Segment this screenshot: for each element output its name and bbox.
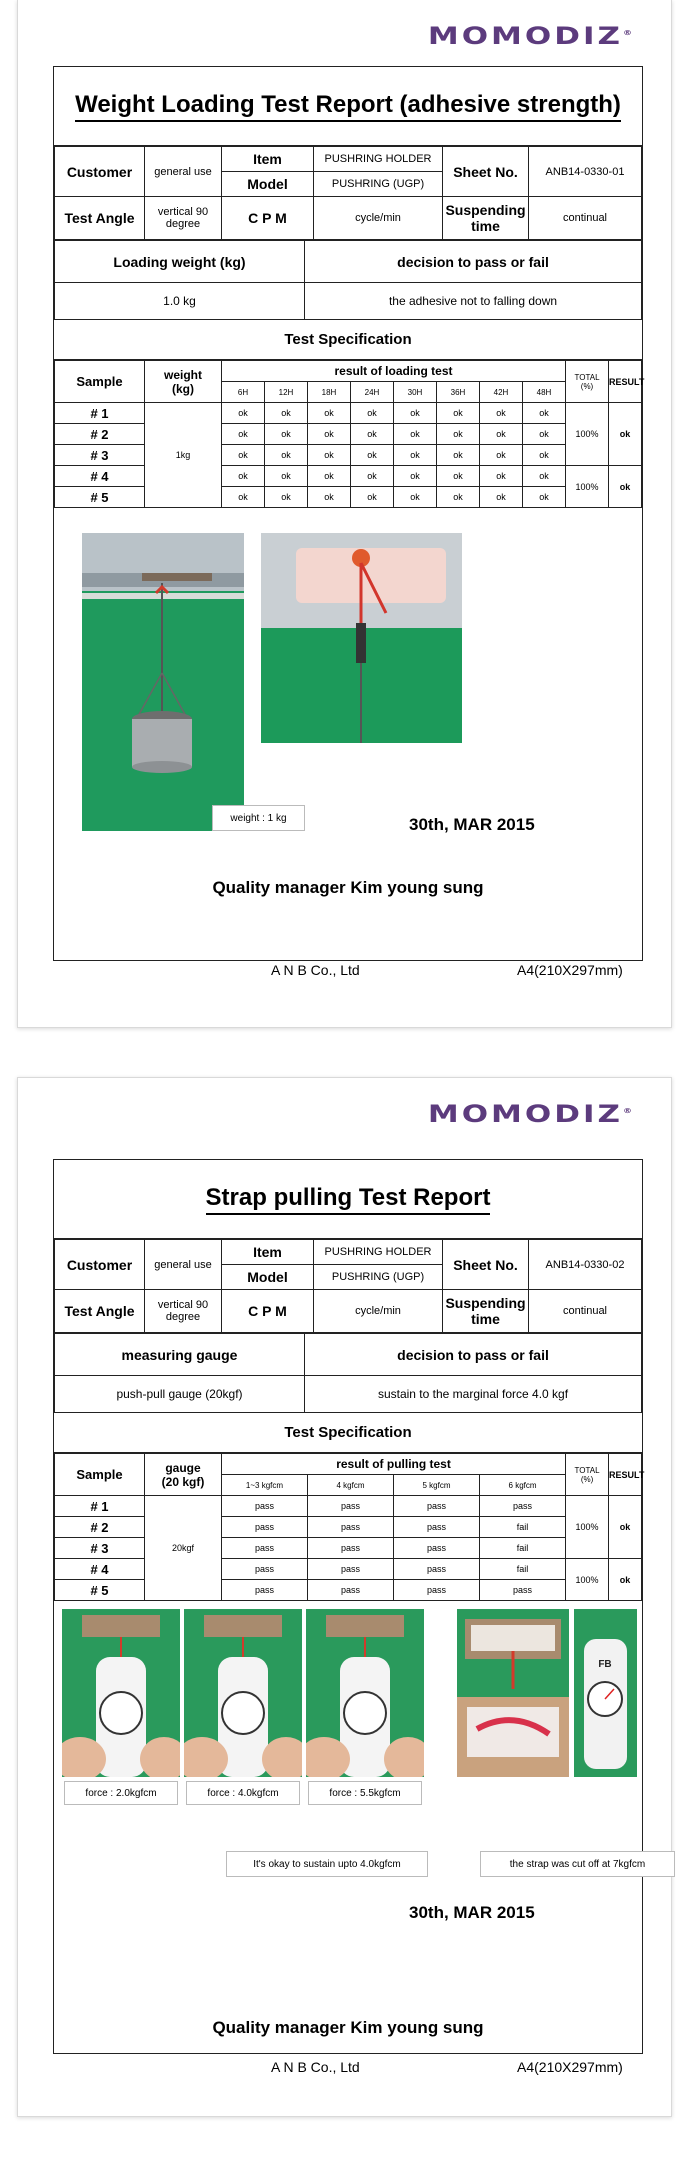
- result-cell: ok: [394, 445, 437, 466]
- table-row: [55, 1580, 642, 1601]
- result-cell: ok: [351, 445, 394, 466]
- result-cell: fail: [480, 1517, 566, 1538]
- force-gauge-photo: [184, 1609, 302, 1777]
- measure-label: Loading weight (kg): [55, 241, 305, 283]
- photo-area: [54, 1601, 646, 1922]
- report-date: 30th, MAR 2015: [409, 815, 535, 834]
- photo-area: [54, 508, 642, 897]
- result-cell: pass: [394, 1496, 480, 1517]
- customer-label: Customer: [55, 147, 145, 197]
- result-cell: ok: [222, 403, 265, 424]
- report-frame: [53, 1159, 646, 2054]
- result-cell: ok: [222, 487, 265, 508]
- load-weight: 1kg: [145, 403, 222, 508]
- weight-header: weight (kg): [145, 361, 222, 403]
- header-table: [54, 146, 642, 240]
- result-cell: pass: [394, 1559, 480, 1580]
- customer-label: Customer: [55, 1240, 145, 1290]
- result-cell: ok: [351, 487, 394, 508]
- result-cell: ok: [308, 403, 351, 424]
- angle-value: vertical 90 degree: [145, 197, 222, 240]
- report-date: 30th, MAR 2015: [409, 1903, 535, 1922]
- gauge-closeup-photo: [574, 1609, 637, 1777]
- result-cell: pass: [308, 1517, 394, 1538]
- brand-logo: MOMODIZ®: [427, 22, 635, 51]
- result-cell: pass: [222, 1517, 308, 1538]
- sample-header: Sample: [55, 361, 145, 403]
- result-header: RESULT: [609, 361, 642, 403]
- result-cell: ok: [308, 424, 351, 445]
- result-cell: ok: [351, 466, 394, 487]
- result-cell: pass: [222, 1559, 308, 1580]
- report-frame: [53, 66, 643, 961]
- report-title: Weight Loading Test Report (adhesive strength): [54, 67, 642, 146]
- sample-id: # 1: [55, 403, 145, 424]
- strap-mount-photo: [457, 1609, 569, 1777]
- table-row: [55, 1496, 642, 1517]
- company-name: A N B Co., Ltd: [271, 962, 360, 978]
- paper-size: A4(210X297mm): [517, 2059, 623, 2075]
- sheet-value: ANB14-0330-01: [529, 147, 642, 197]
- company-name: A N B Co., Ltd: [271, 2059, 360, 2075]
- test-spec-heading: Test Specification: [54, 1413, 642, 1453]
- loading-results-table: [54, 360, 645, 508]
- result-cell: ok: [523, 466, 566, 487]
- item-label: Item: [222, 1240, 314, 1265]
- header-table: [54, 1239, 642, 1333]
- result-cell: pass: [480, 1496, 566, 1517]
- result-value: ok: [609, 466, 642, 508]
- brand-logo: MOMODIZ®: [427, 1100, 635, 1129]
- criteria-table: [54, 240, 642, 320]
- criterion-value: the adhesive not to falling down: [305, 283, 642, 320]
- result-cell: ok: [394, 487, 437, 508]
- criterion-value: sustain to the marginal force 4.0 kgf: [305, 1376, 642, 1413]
- angle-label: Test Angle: [55, 197, 145, 240]
- result-cell: ok: [480, 424, 523, 445]
- result-cell: ok: [394, 424, 437, 445]
- result-cell: pass: [308, 1496, 394, 1517]
- result-cell: pass: [480, 1580, 566, 1601]
- hour-header: 12H: [265, 382, 308, 403]
- result-value: ok: [609, 403, 642, 466]
- result-cell: ok: [308, 487, 351, 508]
- hour-header: 6H: [222, 382, 265, 403]
- model-label: Model: [222, 172, 314, 197]
- total-header: TOTAL (%): [566, 1454, 609, 1496]
- result-cell: pass: [222, 1496, 308, 1517]
- result-header: RESULT: [609, 1454, 642, 1496]
- result-cell: ok: [523, 403, 566, 424]
- sample-id: # 3: [55, 1538, 145, 1559]
- result-cell: ok: [394, 403, 437, 424]
- result-cell: ok: [480, 466, 523, 487]
- sample-id: # 4: [55, 1559, 145, 1580]
- total-value: 100%: [566, 1496, 609, 1559]
- sample-id: # 5: [55, 1580, 145, 1601]
- table-row: [55, 424, 642, 445]
- sample-id: # 2: [55, 1517, 145, 1538]
- result-cell: pass: [222, 1580, 308, 1601]
- item-value: PUSHRING HOLDER: [314, 147, 443, 172]
- measure-value: push-pull gauge (20kgf): [55, 1376, 305, 1413]
- result-cell: pass: [308, 1580, 394, 1601]
- report-page-strap-pulling: [17, 1077, 672, 2117]
- cpm-label: C P M: [222, 197, 314, 240]
- result-cell: ok: [222, 424, 265, 445]
- result-cell: ok: [351, 403, 394, 424]
- result-cell: ok: [480, 445, 523, 466]
- item-label: Item: [222, 147, 314, 172]
- result-cell: ok: [351, 424, 394, 445]
- force-gauge-photo: [306, 1609, 424, 1777]
- angle-label: Test Angle: [55, 1290, 145, 1333]
- sample-id: # 5: [55, 487, 145, 508]
- result-value: ok: [609, 1496, 642, 1559]
- total-header: TOTAL (%): [566, 361, 609, 403]
- customer-value: general use: [145, 1240, 222, 1290]
- result-cell: ok: [265, 466, 308, 487]
- result-cell: pass: [394, 1517, 480, 1538]
- result-cell: ok: [523, 487, 566, 508]
- sample-id: # 3: [55, 445, 145, 466]
- measure-label: measuring gauge: [55, 1334, 305, 1376]
- result-cell: ok: [265, 445, 308, 466]
- force-header: 1~3 kgfcm: [222, 1475, 308, 1496]
- result-cell: pass: [394, 1580, 480, 1601]
- total-value: 100%: [566, 403, 609, 466]
- cpm-value: cycle/min: [314, 197, 443, 240]
- total-value: 100%: [566, 466, 609, 508]
- force-header: 5 kgfcm: [394, 1475, 480, 1496]
- result-cell: pass: [308, 1559, 394, 1580]
- force-header: 4 kgfcm: [308, 1475, 394, 1496]
- hour-header: 36H: [437, 382, 480, 403]
- force-caption: force : 2.0kgfcm: [64, 1781, 178, 1805]
- gauge-header: gauge (20 kgf): [145, 1454, 222, 1496]
- hour-header: 18H: [308, 382, 351, 403]
- angle-value: vertical 90 degree: [145, 1290, 222, 1333]
- note-cut-off: the strap was cut off at 7kgfcm: [480, 1851, 675, 1877]
- suspending-value: continual: [529, 197, 642, 240]
- gauge-brand-label: FB: [598, 1659, 612, 1670]
- note-sustain: It's okay to sustain upto 4.0kgfcm: [226, 1851, 428, 1877]
- loading-photo-bucket: [82, 533, 244, 831]
- cpm-label: C P M: [222, 1290, 314, 1333]
- table-row: [55, 403, 642, 424]
- sample-id: # 4: [55, 466, 145, 487]
- result-cell: ok: [480, 403, 523, 424]
- sample-header: Sample: [55, 1454, 145, 1496]
- result-cell: ok: [394, 466, 437, 487]
- force-gauge-photo: [62, 1609, 180, 1777]
- quality-manager: Quality manager Kim young sung: [212, 878, 484, 897]
- sheet-label: Sheet No.: [443, 1240, 529, 1290]
- force-caption: force : 4.0kgfcm: [186, 1781, 300, 1805]
- result-cell: pass: [222, 1538, 308, 1559]
- sample-id: # 2: [55, 424, 145, 445]
- gauge-value: 20kgf: [145, 1496, 222, 1601]
- result-cell: pass: [394, 1538, 480, 1559]
- model-label: Model: [222, 1265, 314, 1290]
- criteria-table: [54, 1333, 642, 1413]
- hour-header: 48H: [523, 382, 566, 403]
- hour-header: 42H: [480, 382, 523, 403]
- result-cell: ok: [437, 403, 480, 424]
- result-cell: ok: [222, 466, 265, 487]
- model-value: PUSHRING (UGP): [314, 172, 443, 197]
- total-value: 100%: [566, 1559, 609, 1601]
- table-row: [55, 1538, 642, 1559]
- suspending-label: Suspending time: [443, 1290, 529, 1333]
- test-spec-heading: Test Specification: [54, 320, 642, 360]
- decision-label: decision to pass or fail: [305, 241, 642, 283]
- result-cell: ok: [265, 424, 308, 445]
- result-cell: fail: [480, 1559, 566, 1580]
- result-cell: ok: [308, 445, 351, 466]
- item-value: PUSHRING HOLDER: [314, 1240, 443, 1265]
- result-group-header: result of pulling test: [222, 1454, 566, 1475]
- suspending-label: Suspending time: [443, 197, 529, 240]
- loading-photo-closeup: [261, 533, 462, 743]
- quality-manager: Quality manager Kim young sung: [212, 2018, 484, 2037]
- result-cell: ok: [437, 445, 480, 466]
- suspending-value: continual: [529, 1290, 642, 1333]
- result-group-header: result of loading test: [222, 361, 566, 382]
- table-row: [55, 487, 642, 508]
- result-cell: ok: [523, 445, 566, 466]
- pulling-results-table: [54, 1453, 645, 1601]
- sheet-value: ANB14-0330-02: [529, 1240, 642, 1290]
- result-cell: pass: [308, 1538, 394, 1559]
- measure-value: 1.0 kg: [55, 283, 305, 320]
- table-row: [55, 1559, 642, 1580]
- table-row: [55, 1517, 642, 1538]
- result-cell: ok: [437, 466, 480, 487]
- paper-size: A4(210X297mm): [517, 962, 623, 978]
- sheet-label: Sheet No.: [443, 147, 529, 197]
- cpm-value: cycle/min: [314, 1290, 443, 1333]
- result-cell: ok: [308, 466, 351, 487]
- report-page-weight-loading: [17, 0, 672, 1028]
- result-cell: fail: [480, 1538, 566, 1559]
- decision-label: decision to pass or fail: [305, 1334, 642, 1376]
- force-caption: force : 5.5kgfcm: [308, 1781, 422, 1805]
- result-cell: ok: [265, 487, 308, 508]
- table-row: [55, 445, 642, 466]
- hour-header: 30H: [394, 382, 437, 403]
- weight-caption: weight : 1 kg: [212, 805, 305, 831]
- force-header: 6 kgfcm: [480, 1475, 566, 1496]
- table-row: [55, 466, 642, 487]
- result-cell: ok: [480, 487, 523, 508]
- result-cell: ok: [437, 424, 480, 445]
- result-cell: ok: [265, 403, 308, 424]
- result-cell: ok: [437, 487, 480, 508]
- report-title: Strap pulling Test Report: [54, 1160, 642, 1239]
- result-cell: ok: [222, 445, 265, 466]
- result-cell: ok: [523, 424, 566, 445]
- result-value: ok: [609, 1559, 642, 1601]
- customer-value: general use: [145, 147, 222, 197]
- model-value: PUSHRING (UGP): [314, 1265, 443, 1290]
- sample-id: # 1: [55, 1496, 145, 1517]
- hour-header: 24H: [351, 382, 394, 403]
